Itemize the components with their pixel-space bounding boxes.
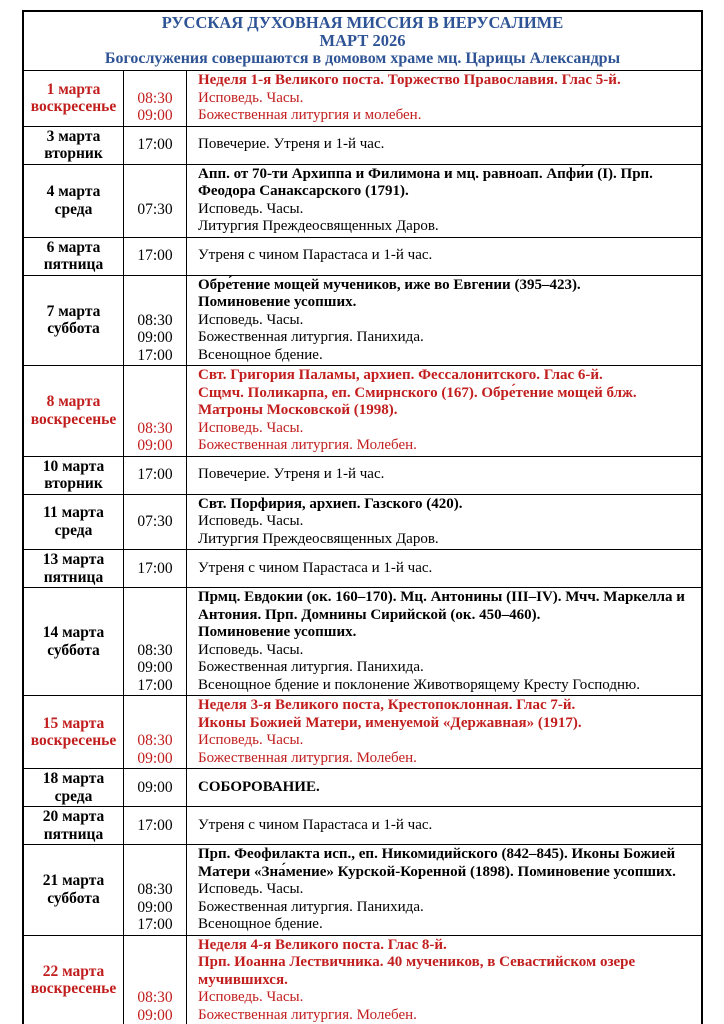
service-time	[124, 846, 186, 881]
service-time: 08:30	[137, 419, 173, 437]
row-date: 21 марта	[42, 872, 105, 890]
row-weekday: пятница	[43, 256, 104, 273]
service-description: Исповедь. Часы.	[198, 89, 304, 106]
service-description: СОБОРОВАНИЕ.	[198, 778, 320, 795]
service-time	[124, 496, 186, 514]
service-time: 17:00	[137, 346, 173, 364]
row-date: 3 марта	[46, 127, 101, 145]
service-description: Повечерие. Утреня и 1-й час.	[198, 466, 385, 483]
service-time	[124, 385, 186, 420]
row-date: 14 марта	[42, 624, 105, 641]
row-weekday: пятница	[43, 825, 104, 843]
column-divider	[186, 768, 187, 807]
table-header	[24, 12, 701, 71]
row-date-cell	[24, 127, 124, 164]
service-time	[124, 218, 186, 236]
row-date-cell	[24, 276, 124, 366]
column-divider	[186, 806, 187, 845]
service-description: Поминовение усопших.	[198, 624, 357, 640]
row-date-cell	[24, 495, 124, 550]
column-divider	[186, 275, 187, 367]
schedule-row	[24, 127, 701, 165]
service-time: 08:30	[137, 89, 173, 107]
service-description: Поминовение усопших.	[198, 294, 357, 310]
row-date: 20 марта	[42, 808, 105, 825]
row-weekday: суббота	[47, 320, 100, 338]
column-divider	[186, 935, 187, 1024]
row-weekday: суббота	[47, 889, 100, 907]
row-weekday: воскресенье	[30, 98, 117, 116]
row-date: 13 марта	[42, 551, 105, 568]
service-time: 08:30	[137, 311, 173, 329]
row-lines	[124, 779, 701, 797]
service-description: Сщмч. Поликарпа, еп. Смирнского (167). Обре́тение мощей блж. Матроны Московской (1998).	[198, 384, 637, 418]
service-description: Божественная литургия. Молебен.	[198, 437, 417, 453]
row-content	[124, 165, 701, 237]
service-description: Утреня с чином Парастаса и 1-й час.	[198, 559, 433, 576]
service-description: Исповедь. Часы.	[198, 989, 304, 1005]
service-time: 09:00	[137, 107, 173, 124]
row-weekday: суббота	[47, 641, 100, 659]
schedule-row	[24, 276, 701, 367]
row-date-cell	[24, 71, 124, 126]
service-description: Божественная литургия. Молебен.	[198, 1006, 417, 1023]
service-time: 17:00	[137, 816, 173, 834]
service-time	[124, 72, 186, 90]
schedule-row	[24, 366, 701, 457]
row-weekday: среда	[54, 521, 93, 539]
service-description: Прп. Иоанна Лествичника. 40 мучеников, в Севастийском озере мучившихся.	[198, 954, 636, 988]
service-time	[124, 954, 186, 989]
service-description: Повечерие. Утреня и 1-й час.	[198, 136, 385, 153]
service-description: Свт. Григория Паламы, архиеп. Фессалонитского. Глас 6-й.	[198, 367, 603, 383]
service-description: Божественная литургия и молебен.	[198, 107, 422, 123]
service-description: Апп. от 70-ти Архиппа и Филимона и мц. равноап. Апфи́и (I). Прп. Феодора Санаксарского (1791).	[198, 165, 653, 199]
row-content	[124, 936, 701, 1024]
row-date: 18 марта	[42, 770, 105, 787]
service-description: Исповедь. Часы.	[198, 419, 304, 436]
row-lines	[124, 136, 701, 154]
service-time	[124, 937, 186, 955]
service-description: Исповедь. Часы.	[198, 513, 304, 529]
row-date-cell	[24, 165, 124, 237]
service-description: Литургия Преждеосвященных Даров.	[198, 218, 439, 234]
service-time: 17:00	[137, 136, 173, 154]
row-weekday: воскресенье	[30, 410, 117, 428]
row-content	[124, 366, 701, 456]
row-weekday: среда	[54, 787, 93, 805]
month-title: МАРТ 2026	[319, 31, 406, 50]
service-time	[124, 166, 186, 201]
row-date-cell	[24, 366, 124, 456]
service-description: Всенощное бдение и поклонение Животворящему Кресту Господню.	[198, 676, 640, 693]
service-description: Неделя 1-я Великого поста. Торжество Православия. Глас 5-й.	[198, 72, 621, 88]
row-content	[124, 495, 701, 550]
service-time: 08:30	[137, 641, 173, 659]
service-description: Исповедь. Часы.	[198, 881, 304, 897]
schedule-subtitle: Богослужения совершаются в домовом храме мц. Царицы Александры	[104, 50, 621, 67]
row-lines	[124, 466, 701, 484]
service-time: 09:00	[137, 898, 173, 916]
row-date: 7 марта	[46, 302, 101, 320]
service-description: Всенощное бдение.	[198, 346, 323, 363]
service-description: Обре́тение мощей мучеников, иже во Евгении (395–423).	[198, 276, 581, 293]
service-time: 09:00	[137, 778, 173, 796]
row-content	[124, 845, 701, 935]
row-date-cell	[24, 769, 124, 806]
schedule-row	[24, 238, 701, 276]
row-content	[124, 769, 701, 806]
row-date-cell	[24, 845, 124, 935]
schedule-row	[24, 769, 701, 807]
row-lines	[124, 72, 701, 125]
row-date-cell	[24, 457, 124, 494]
column-divider	[186, 549, 187, 588]
column-divider	[186, 70, 187, 127]
service-time: 09:00	[137, 659, 173, 676]
service-time: 09:00	[137, 1006, 173, 1024]
service-time: 17:00	[137, 916, 173, 933]
service-time: 08:30	[137, 732, 173, 749]
service-description: Всенощное бдение.	[198, 916, 323, 932]
row-lines	[124, 846, 701, 934]
service-description: Божественная литургия. Молебен.	[198, 749, 417, 766]
service-description: Неделя 3-я Великого поста, Крестопоклонная. Глас 7-й.	[198, 697, 576, 713]
service-description: Исповедь. Часы.	[198, 732, 304, 748]
row-date: 4 марта	[46, 183, 101, 200]
schedule-row	[24, 588, 701, 696]
row-date-cell	[24, 936, 124, 1024]
row-lines	[124, 367, 701, 455]
service-time: 08:30	[137, 989, 173, 1006]
service-time: 17:00	[137, 559, 173, 577]
row-lines	[124, 697, 701, 767]
column-divider	[186, 126, 187, 165]
row-content	[124, 276, 701, 366]
service-time	[124, 531, 186, 549]
column-divider	[186, 695, 187, 769]
row-date-cell	[24, 238, 124, 275]
service-time: 07:30	[137, 513, 173, 530]
service-description: Исповедь. Часы.	[198, 311, 304, 328]
service-description: Прмц. Евдокии (ок. 160–170). Мц. Антонины (III–IV). Мчч. Маркелла и Антония. Прп. Домнины Сирийской (ок. 450–460).	[198, 589, 685, 623]
row-date: 15 марта	[42, 714, 105, 732]
row-lines	[124, 817, 701, 835]
row-content	[124, 127, 701, 164]
row-content	[124, 550, 701, 587]
row-lines	[124, 589, 701, 694]
service-time	[124, 624, 186, 642]
schedule-row	[24, 165, 701, 238]
column-divider	[186, 365, 187, 457]
row-weekday: вторник	[44, 145, 103, 162]
column-divider	[186, 494, 187, 551]
row-date-cell	[24, 588, 124, 695]
schedule-row	[24, 696, 701, 769]
row-date: 10 марта	[42, 457, 105, 475]
service-description: Прп. Феофилакта исп., еп. Никомидийского (842–845). Иконы Божией Матери «Зна́мение» Курской-Коренной (1898). Поминовение усопших.	[198, 846, 676, 880]
service-description: Свт. Порфирия, архиеп. Газского (420).	[198, 495, 463, 512]
service-description: Исповедь. Часы.	[198, 200, 304, 217]
service-time: 08:30	[137, 881, 173, 898]
service-time: 17:00	[137, 676, 173, 694]
row-content	[124, 588, 701, 695]
row-lines	[124, 166, 701, 236]
schedule-row	[24, 845, 701, 936]
service-description: Литургия Преждеосвященных Даров.	[198, 530, 439, 547]
service-time: 17:00	[137, 466, 173, 484]
service-time	[124, 589, 186, 624]
row-content	[124, 457, 701, 494]
schedule-row	[24, 807, 701, 845]
service-time: 09:00	[137, 437, 173, 454]
service-description: Божественная литургия. Панихида.	[198, 898, 424, 915]
service-description: Неделя 4-я Великого поста. Глас 8-й.	[198, 936, 447, 953]
service-description: Божественная литургия. Панихида.	[198, 659, 424, 675]
row-date: 11 марта	[43, 504, 104, 522]
row-date: 22 марта	[42, 962, 105, 980]
service-time	[124, 294, 186, 312]
service-description: Исповедь. Часы.	[198, 641, 304, 658]
schedule-row	[24, 936, 701, 1024]
column-divider	[186, 237, 187, 276]
row-content	[124, 696, 701, 768]
service-time: 07:30	[137, 200, 173, 218]
row-content	[124, 71, 701, 126]
row-weekday: пятница	[43, 568, 104, 586]
row-content	[124, 238, 701, 275]
row-date-cell	[24, 550, 124, 587]
service-time: 09:00	[137, 329, 173, 346]
row-date-cell	[24, 807, 124, 844]
row-weekday: среда	[54, 200, 93, 218]
schedule-row	[24, 71, 701, 127]
schedule-row	[24, 495, 701, 551]
schedule-table	[22, 10, 703, 1024]
row-content	[124, 807, 701, 844]
service-time	[124, 277, 186, 295]
row-date: 1 марта	[46, 80, 101, 98]
service-time	[124, 367, 186, 385]
schedule-rows	[24, 71, 701, 1024]
service-time	[124, 715, 186, 733]
service-time: 17:00	[137, 247, 173, 265]
column-divider	[186, 164, 187, 238]
column-divider	[186, 587, 187, 696]
row-weekday: вторник	[44, 475, 103, 492]
mission-title: РУССКАЯ ДУХОВНАЯ МИССИЯ В ИЕРУСАЛИМЕ	[161, 13, 564, 32]
row-lines	[124, 277, 701, 365]
row-lines	[124, 247, 701, 265]
schedule-row	[24, 457, 701, 495]
service-time	[124, 697, 186, 715]
row-date: 8 марта	[46, 393, 101, 411]
row-lines	[124, 496, 701, 549]
row-lines	[124, 937, 701, 1024]
row-lines	[124, 560, 701, 578]
service-time: 09:00	[137, 749, 173, 767]
row-weekday: воскресенье	[30, 980, 117, 998]
column-divider	[186, 844, 187, 936]
service-description: Иконы Божией Матери, именуемой «Державная» (1917).	[198, 714, 582, 731]
schedule-row	[24, 550, 701, 588]
service-description: Божественная литургия. Панихида.	[198, 329, 424, 345]
service-description: Утреня с чином Парастаса и 1-й час.	[198, 247, 433, 264]
row-date-cell	[24, 696, 124, 768]
service-description: Утреня с чином Парастаса и 1-й час.	[198, 816, 433, 833]
column-divider	[186, 456, 187, 495]
row-date: 6 марта	[46, 238, 101, 256]
row-weekday: воскресенье	[30, 732, 117, 749]
